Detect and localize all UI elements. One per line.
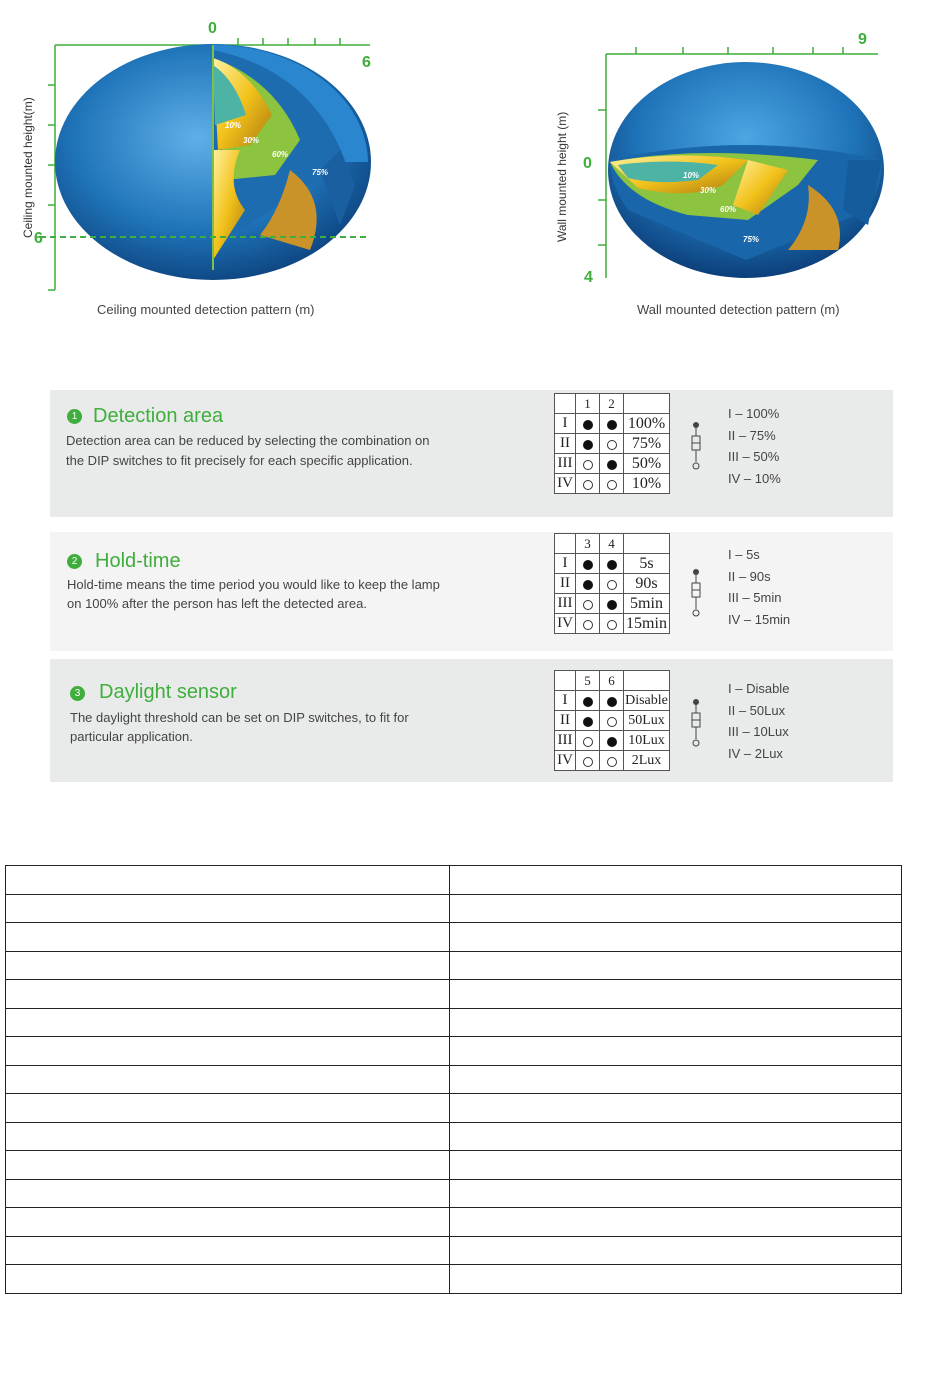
legend-item: I – 100% xyxy=(728,406,780,421)
switch-off-dot xyxy=(607,440,617,450)
row-roman: I xyxy=(555,414,576,434)
legend-list xyxy=(728,678,789,764)
table-cell xyxy=(6,866,450,895)
table-row xyxy=(555,474,670,494)
ceiling-pattern-graphic xyxy=(10,10,380,330)
table-row xyxy=(6,894,902,923)
zone-label: 75% xyxy=(743,235,760,244)
legend-list xyxy=(728,544,790,630)
zone-label: 60% xyxy=(272,150,289,159)
diagram-caption: Ceiling mounted detection pattern (m) xyxy=(97,302,315,317)
switch-off-dot xyxy=(583,460,593,470)
diagram-caption: Wall mounted detection pattern (m) xyxy=(637,302,840,317)
switch-on-dot xyxy=(607,737,617,747)
switch-off-dot xyxy=(607,620,617,630)
legend-item: IV – 2Lux xyxy=(728,745,783,761)
table-cell xyxy=(450,951,902,980)
table-cell xyxy=(6,1065,450,1094)
table-cell xyxy=(450,1094,902,1123)
switch-off-dot xyxy=(583,600,593,610)
switch-on-dot xyxy=(583,420,593,430)
description-line: The daylight threshold can be set on DIP switches, to fit for xyxy=(70,710,409,725)
row-value: 10% xyxy=(624,474,670,494)
legend-item: IV – 10% xyxy=(728,470,781,486)
table-cell xyxy=(450,1122,902,1151)
table-row xyxy=(555,711,670,731)
axis-top-max: 9 xyxy=(858,31,867,48)
zone-label: 60% xyxy=(720,205,737,214)
switch-header: 3 xyxy=(576,534,600,554)
row-roman: II xyxy=(555,434,576,454)
description-line: Detection area can be reduced by selecting the combination on xyxy=(66,433,430,448)
legend-item: III – 10Lux xyxy=(728,724,789,739)
switch-header: 5 xyxy=(576,671,600,691)
row-roman: III xyxy=(555,454,576,474)
table-row xyxy=(555,574,670,594)
switch-off-dot xyxy=(607,580,617,590)
switch-off-dot xyxy=(607,717,617,727)
table-row xyxy=(6,1065,902,1094)
panel-hold-time xyxy=(50,532,893,651)
table-cell xyxy=(6,894,450,923)
table-cell xyxy=(6,923,450,952)
table-cell xyxy=(450,1236,902,1265)
switch-off-dot xyxy=(583,620,593,630)
panel-title: Daylight sensor xyxy=(99,681,237,703)
y-axis-label: Ceiling mounted height(m) xyxy=(21,97,35,238)
legend-item: II – 90s xyxy=(728,568,771,584)
dip-switch-icon xyxy=(690,697,702,749)
description-line: the DIP switches to fit precisely for each specific application. xyxy=(66,453,413,468)
table-cell xyxy=(450,923,902,952)
panel-daylight-sensor xyxy=(50,659,893,782)
axis-left-label: 6 xyxy=(34,230,43,247)
table-row xyxy=(6,1094,902,1123)
zone-label: 75% xyxy=(312,168,329,177)
row-roman: II xyxy=(555,711,576,731)
switch-header: 6 xyxy=(600,671,624,691)
table-cell xyxy=(450,980,902,1009)
table-row xyxy=(6,1151,902,1180)
row-value: 90s xyxy=(624,574,670,594)
row-value: 5s xyxy=(624,554,670,574)
axis-top-zero: 0 xyxy=(208,20,217,37)
table-row xyxy=(6,1236,902,1265)
axis-left-max: 4 xyxy=(584,269,593,286)
table-cell xyxy=(450,1065,902,1094)
table-cell xyxy=(6,1236,450,1265)
row-roman: III xyxy=(555,594,576,614)
row-roman: III xyxy=(555,731,576,751)
table-cell xyxy=(6,1265,450,1294)
panel-title: Detection area xyxy=(93,405,224,427)
row-value: Disable xyxy=(624,691,670,711)
switch-off-dot xyxy=(607,480,617,490)
row-roman: I xyxy=(555,554,576,574)
dip-switch-icon xyxy=(690,567,702,619)
dip-switch-icon xyxy=(690,420,702,472)
table-cell xyxy=(6,1179,450,1208)
wall-pattern-graphic xyxy=(548,10,898,330)
table-cell xyxy=(6,1122,450,1151)
row-value: 100% xyxy=(624,414,670,434)
table-cell xyxy=(450,1008,902,1037)
switch-on-dot xyxy=(583,440,593,450)
table-row xyxy=(6,1265,902,1294)
table-row xyxy=(555,454,670,474)
table-cell xyxy=(450,1037,902,1066)
panel-title: Hold-time xyxy=(95,550,181,572)
switch-on-dot xyxy=(583,580,593,590)
dip-switch-table xyxy=(554,393,670,494)
table-row xyxy=(6,951,902,980)
switch-off-dot xyxy=(583,480,593,490)
y-axis-label: Wall mounted height (m) xyxy=(555,111,569,242)
table-row xyxy=(6,1179,902,1208)
panel-detection-area xyxy=(50,390,893,517)
axis-left-zero: 0 xyxy=(583,155,592,172)
switch-off-dot xyxy=(583,757,593,767)
table-row xyxy=(555,691,670,711)
table-row xyxy=(6,1208,902,1237)
step-number-badge: 1 xyxy=(67,409,82,424)
panel-description xyxy=(70,708,490,746)
switch-on-dot xyxy=(583,560,593,570)
row-value: 10Lux xyxy=(624,731,670,751)
legend-list xyxy=(728,403,781,489)
panel-description xyxy=(67,575,487,613)
row-value: 15min xyxy=(624,614,670,634)
table-cell xyxy=(6,1094,450,1123)
switch-header: 2 xyxy=(600,394,624,414)
zone-label: 30% xyxy=(243,136,260,145)
row-value: 75% xyxy=(624,434,670,454)
axis-top-max: 6 xyxy=(362,54,371,71)
table-cell xyxy=(6,1037,450,1066)
switch-on-dot xyxy=(607,697,617,707)
table-row xyxy=(6,923,902,952)
switch-on-dot xyxy=(607,600,617,610)
ceiling-detection-diagram xyxy=(10,10,380,330)
legend-item: II – 50Lux xyxy=(728,702,786,718)
switch-header: 1 xyxy=(576,394,600,414)
legend-item: III – 50% xyxy=(728,449,780,464)
switch-off-dot xyxy=(583,737,593,747)
spec-table xyxy=(5,865,902,1294)
row-roman: I xyxy=(555,691,576,711)
table-cell xyxy=(6,1208,450,1237)
legend-item: III – 5min xyxy=(728,590,782,605)
legend-item: I – 5s xyxy=(728,547,760,562)
table-row xyxy=(6,980,902,1009)
table-row xyxy=(555,554,670,574)
description-line: particular application. xyxy=(70,729,193,744)
table-cell xyxy=(450,894,902,923)
table-cell xyxy=(6,951,450,980)
table-row xyxy=(6,866,902,895)
switch-header: 4 xyxy=(600,534,624,554)
table-row xyxy=(555,751,670,771)
legend-item: II – 75% xyxy=(728,427,776,443)
table-cell xyxy=(450,1179,902,1208)
table-row xyxy=(6,1008,902,1037)
table-cell xyxy=(450,1265,902,1294)
table-cell xyxy=(6,980,450,1009)
dip-switch-table xyxy=(554,533,670,634)
legend-item: IV – 15min xyxy=(728,611,791,627)
dip-switch-table xyxy=(554,670,670,771)
table-cell xyxy=(450,866,902,895)
switch-on-dot xyxy=(583,697,593,707)
zone-label: 10% xyxy=(225,121,242,130)
table-cell xyxy=(6,1151,450,1180)
wall-detection-diagram xyxy=(548,10,898,330)
step-number-badge: 3 xyxy=(70,686,85,701)
table-row xyxy=(555,414,670,434)
table-row xyxy=(555,614,670,634)
row-value: 5min xyxy=(624,594,670,614)
legend-item: I – Disable xyxy=(728,681,790,696)
table-row xyxy=(6,1122,902,1151)
switch-on-dot xyxy=(607,560,617,570)
zone-label: 10% xyxy=(683,171,700,180)
panel-description xyxy=(66,431,486,471)
row-roman: IV xyxy=(555,751,576,771)
description-line: Hold-time means the time period you would like to keep the lamp xyxy=(67,577,440,592)
table-cell xyxy=(6,1008,450,1037)
row-value: 50Lux xyxy=(624,711,670,731)
switch-on-dot xyxy=(583,717,593,727)
switch-on-dot xyxy=(607,420,617,430)
table-row xyxy=(555,594,670,614)
table-row xyxy=(555,434,670,454)
table-cell xyxy=(450,1208,902,1237)
switch-on-dot xyxy=(607,460,617,470)
row-roman: IV xyxy=(555,474,576,494)
table-cell xyxy=(450,1151,902,1180)
table-row xyxy=(6,1037,902,1066)
zone-label: 30% xyxy=(700,186,717,195)
description-line: on 100% after the person has left the detected area. xyxy=(67,596,367,611)
switch-off-dot xyxy=(607,757,617,767)
row-roman: II xyxy=(555,574,576,594)
step-number-badge: 2 xyxy=(67,554,82,569)
row-roman: IV xyxy=(555,614,576,634)
row-value: 2Lux xyxy=(624,751,670,771)
table-row xyxy=(555,731,670,751)
row-value: 50% xyxy=(624,454,670,474)
